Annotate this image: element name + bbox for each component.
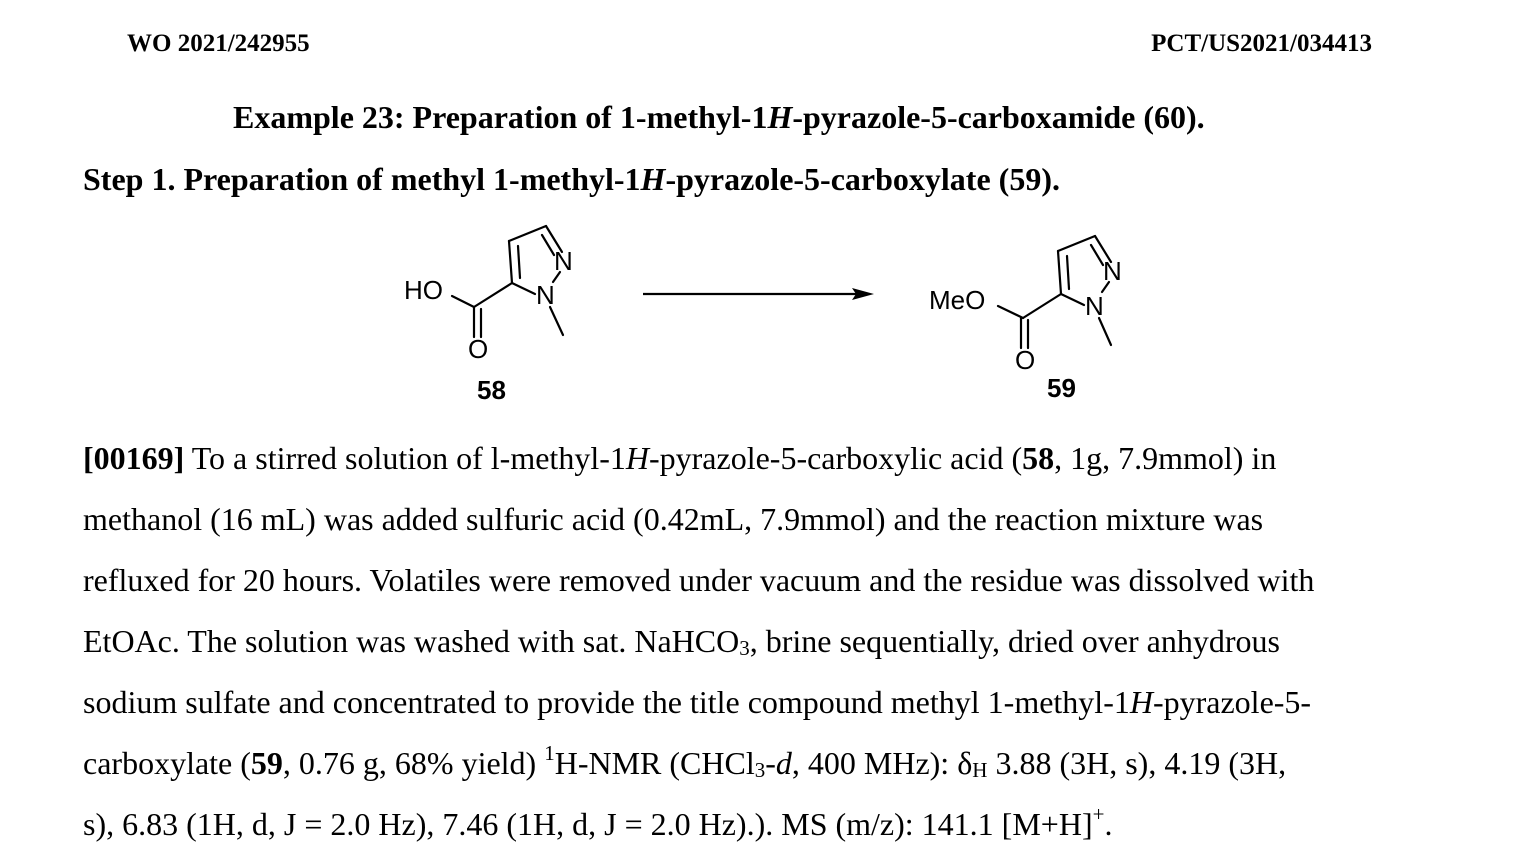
bond-c5-c4-double xyxy=(1067,256,1069,289)
bond-c5-carbonyl xyxy=(474,283,512,307)
superscript: 1 xyxy=(544,741,555,765)
paragraph-line-6 xyxy=(83,733,1463,794)
reactant-n1-label: N xyxy=(536,280,555,310)
paragraph-line-1 xyxy=(83,428,1463,489)
subscript: H xyxy=(972,758,988,782)
step-heading-suffix: -pyrazole-5-carboxylate (59). xyxy=(665,161,1060,197)
text-run: , 400 MHz): δ xyxy=(791,745,973,781)
text-run: -pyrazole-5- xyxy=(1152,684,1312,720)
bond-c5-c4-double xyxy=(518,246,520,278)
bond-n1-c5 xyxy=(1061,294,1084,305)
bond-n1-methyl xyxy=(550,307,563,335)
text-run-italic: d xyxy=(775,745,792,781)
text-run: EtOAc. The solution was washed with sat. NaHCO xyxy=(83,623,740,659)
reactant-n2-label: N xyxy=(554,246,573,276)
bond-c3-c4 xyxy=(1058,236,1095,251)
reaction-scheme xyxy=(0,0,1530,420)
superscript: + xyxy=(1092,802,1105,826)
example-heading-italic: H xyxy=(767,99,793,135)
paragraph-line-7 xyxy=(83,794,1463,855)
bond-n1-methyl xyxy=(1099,318,1111,345)
compound-59-label: 59 xyxy=(1047,373,1076,403)
text-run: . xyxy=(1104,806,1113,842)
step-heading-italic: H xyxy=(640,161,666,197)
example-heading-prefix: Example 23: Preparation of 1-methyl-1 xyxy=(233,99,768,135)
bond-c3-c4 xyxy=(509,226,546,241)
subscript: 3 xyxy=(739,636,750,660)
text-run-italic: H xyxy=(625,440,649,476)
step-heading-prefix: Step 1. Preparation of methyl 1-methyl-1 xyxy=(83,161,641,197)
product-o-label: O xyxy=(1015,345,1036,375)
bond-c5-carbonyl xyxy=(1023,294,1061,318)
reaction-arrow xyxy=(643,288,874,300)
text-run: , 0.76 g, 68% yield) xyxy=(282,745,545,781)
paragraph-line-2: methanol (16 mL) was added sulfuric acid (0.42mL, 7.9mmol) and the reaction mixture was xyxy=(83,501,1264,537)
paragraph-number: [00169] xyxy=(83,440,185,476)
paragraph-line-4 xyxy=(83,611,1463,672)
text-run: carboxylate ( xyxy=(83,745,251,781)
text-run: - xyxy=(765,745,776,781)
text-run: -pyrazole-5-carboxylic acid ( xyxy=(648,440,1023,476)
subscript: 3 xyxy=(754,758,766,782)
text-run: To a stirred solution of l-methyl-1 xyxy=(184,440,626,476)
example-heading-suffix: -pyrazole-5-carboxamide (60). xyxy=(792,99,1205,135)
bond-n1-c5 xyxy=(512,283,535,294)
patent-number: WO 2021/242955 xyxy=(127,30,310,57)
bond-c5-c4 xyxy=(509,241,512,283)
product-n1-label: N xyxy=(1085,291,1104,321)
text-run: sodium sulfate and concentrated to provide the title compound methyl 1-methyl-1 xyxy=(83,684,1130,720)
bond-c5-c4 xyxy=(1058,251,1061,294)
reactant-oh-label: HO xyxy=(404,275,443,305)
text-run: s), 6.83 (1H, d, J = 2.0 Hz), 7.46 (1H, d, J = 2.0 Hz).). MS (m/z): 141.1 [M+H] xyxy=(83,806,1093,842)
text-run: , brine sequentially, dried over anhydrous xyxy=(749,623,1280,659)
product-n2-label: N xyxy=(1103,256,1122,286)
compound-ref-59: 59 xyxy=(250,745,283,781)
text-run: H-NMR (CHCl xyxy=(554,745,755,781)
compound-58-label: 58 xyxy=(477,375,506,405)
text-run-italic: H xyxy=(1129,684,1153,720)
paragraph-00169 xyxy=(83,428,1463,855)
product-meo-label: MeO xyxy=(929,285,986,315)
paragraph-line-3: refluxed for 20 hours. Volatiles were removed under vacuum and the residue was dissolved with xyxy=(83,562,1315,598)
bond-carbonyl-oh xyxy=(452,296,474,307)
text-run: 3.88 (3H, s), 4.19 (3H, xyxy=(987,745,1287,781)
compound-ref-58: 58 xyxy=(1022,440,1055,476)
reactant-o-label: O xyxy=(468,334,489,364)
text-run: , 1g, 7.9mmol) in xyxy=(1054,440,1277,476)
paragraph-line-5 xyxy=(83,672,1463,733)
application-number: PCT/US2021/034413 xyxy=(1151,30,1372,57)
bond-carbonyl-ome xyxy=(998,306,1023,318)
